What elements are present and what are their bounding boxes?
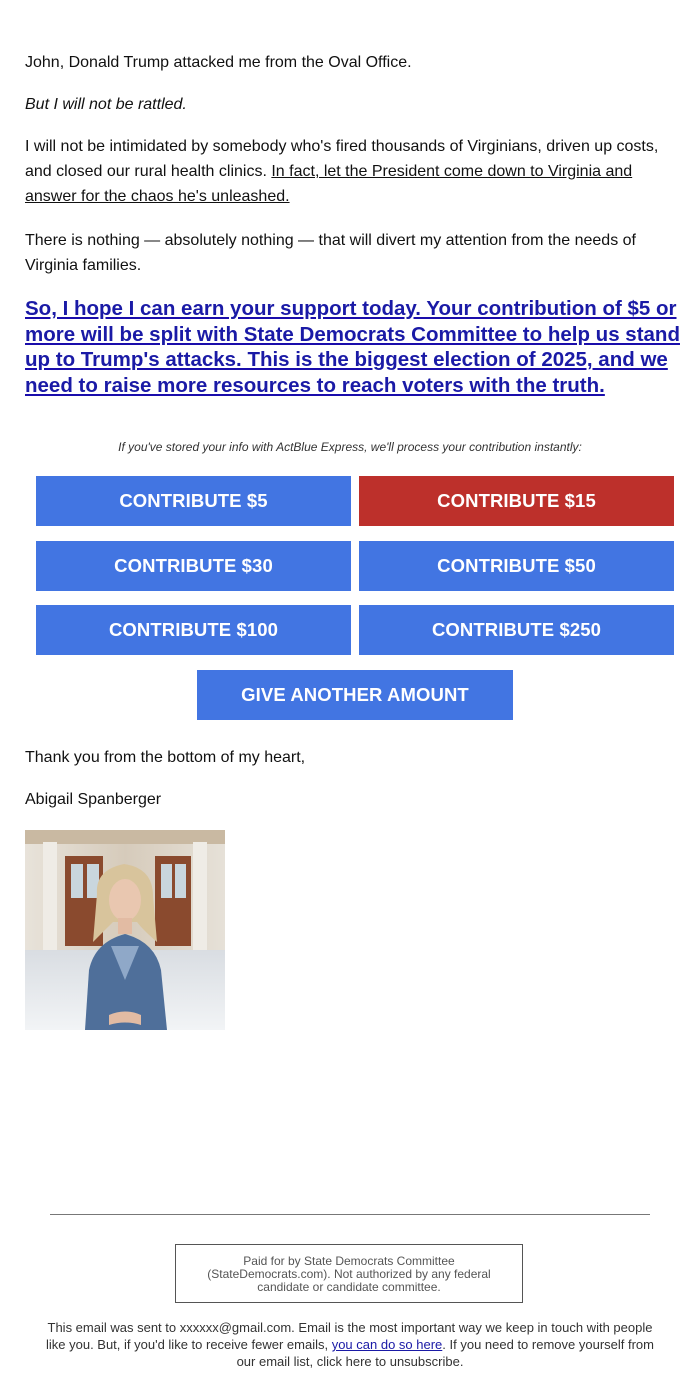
- footer-sent-prefix: This email was sent to: [47, 1320, 180, 1335]
- paragraph-nothing: There is nothing — absolutely nothing — that will divert my attention from the needs of Virginia families.: [25, 232, 636, 274]
- signoff: Thank you from the bottom of my heart,: [25, 749, 306, 766]
- footer-sent-middle: . Email is the most important way we keep in touch with people like you. But, if you'd like to receive fewer emails,: [45, 1320, 653, 1352]
- footer-sent-suffix: . If you need to remove yourself from our email list, click here to unsubscribe.: [236, 1337, 654, 1369]
- contribute-250-button[interactable]: CONTRIBUTE $250: [359, 605, 674, 655]
- paragraph-intimidated-text: I will not be intimidated by somebody who's fired thousands of Virginians, driven up costs, and closed our rural health clinics.: [25, 138, 659, 180]
- contribute-15-button[interactable]: CONTRIBUTE $15: [359, 476, 674, 526]
- opening-line: John, Donald Trump attacked me from the Oval Office.: [25, 54, 412, 71]
- footer-text: [45, 1319, 655, 1370]
- contribute-30-button[interactable]: CONTRIBUTE $30: [36, 541, 351, 591]
- donate-headline-link[interactable]: [25, 296, 680, 398]
- donate-headline-text[interactable]: So, I hope I can earn your support today. Your contribution of $5 or more will be split with State Democrats Committee to help us stand up to Trump's attacks. This is the biggest election of 2025, and we need to raise more resources to reach voters with the truth.: [25, 297, 680, 397]
- candidate-photo: [25, 830, 225, 1030]
- italic-line: But I will not be rattled.: [25, 96, 187, 113]
- actblue-express-note: If you've stored your info with ActBlue Express, we'll process your contribution instantly:: [118, 440, 582, 454]
- fewer-emails-link[interactable]: you can do so here: [331, 1337, 443, 1352]
- footer-divider: [50, 1214, 650, 1215]
- recipient-email: xxxxxx@gmail.com: [179, 1320, 292, 1335]
- give-another-amount-button[interactable]: GIVE ANOTHER AMOUNT: [197, 670, 513, 720]
- contribute-100-button[interactable]: CONTRIBUTE $100: [36, 605, 351, 655]
- paragraph-intimidated-underlined: In fact, let the President come down to Virginia and answer for the chaos he's unleashed.: [25, 163, 633, 205]
- contribute-5-button[interactable]: CONTRIBUTE $5: [36, 476, 351, 526]
- paragraph-intimidated: [25, 134, 680, 209]
- signature-name: Abigail Spanberger: [25, 791, 162, 808]
- contribute-50-button[interactable]: CONTRIBUTE $50: [359, 541, 674, 591]
- paid-for-disclaimer: Paid for by State Democrats Committee (StateDemocrats.com). Not authorized by any federal candidate or candidate committee.: [175, 1244, 523, 1303]
